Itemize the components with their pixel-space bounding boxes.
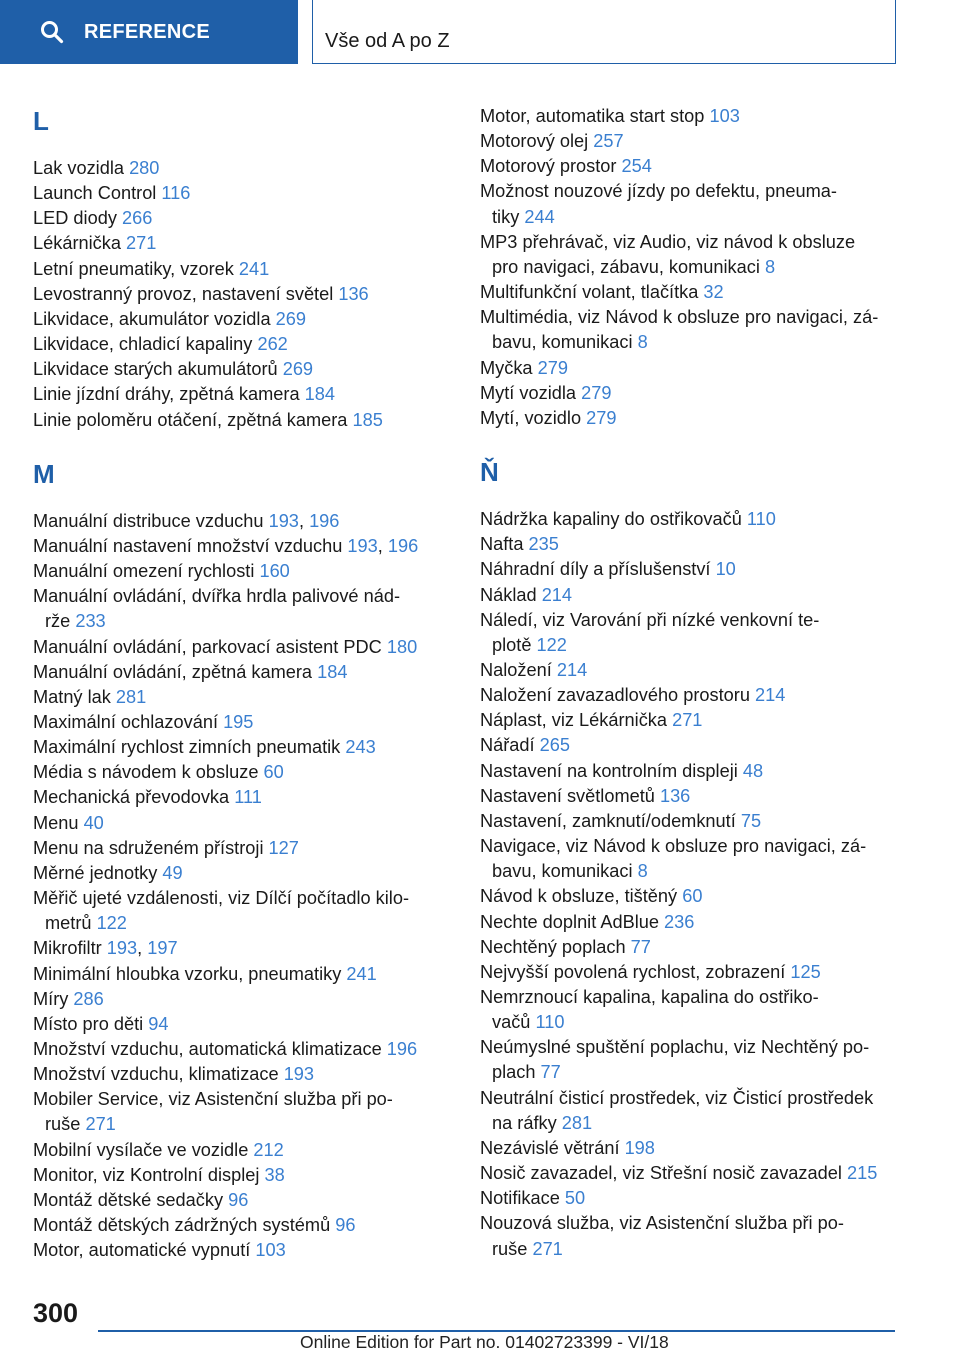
- page-link[interactable]: 8: [637, 332, 648, 353]
- entry-text: Neutrální čisticí prostředek, viz Čisticí prostředek: [480, 1087, 874, 1108]
- entry-text: Měrné jednotky: [33, 862, 158, 883]
- page-link[interactable]: 10: [715, 559, 736, 580]
- index-entry: [480, 935, 910, 960]
- entry-text: Lékárnička: [33, 233, 121, 254]
- page-link[interactable]: 271: [672, 710, 703, 731]
- page-link[interactable]: 8: [764, 256, 776, 277]
- page-link[interactable]: 271: [85, 1114, 116, 1135]
- index-entry: [480, 532, 910, 557]
- entry-text-continued: ruše: [45, 1114, 81, 1135]
- index-entry: [480, 985, 910, 1035]
- page-link[interactable]: 244: [524, 206, 555, 227]
- page-link[interactable]: 269: [275, 308, 306, 329]
- entry-text: Nejvyšší povolená rychlost, zobrazení: [480, 961, 786, 982]
- index-entry: [480, 305, 910, 355]
- entry-text: Motorový olej: [480, 131, 589, 152]
- index-entry: [480, 280, 910, 305]
- entry-text: Maximální ochlazování: [33, 711, 218, 732]
- page-link[interactable]: 196: [386, 1039, 418, 1059]
- index-entry: [33, 836, 463, 861]
- page-link[interactable]: 110: [746, 509, 776, 530]
- page-link[interactable]: 193: [347, 535, 378, 556]
- page-link[interactable]: 122: [96, 913, 127, 934]
- page-link[interactable]: 116: [161, 183, 191, 204]
- page-link[interactable]: 184: [317, 661, 348, 682]
- index-entry: [33, 357, 463, 382]
- entry-text: Likvidace, akumulátor vozidla: [33, 308, 271, 329]
- page-link[interactable]: 271: [532, 1238, 563, 1259]
- page-link[interactable]: 243: [345, 737, 376, 758]
- index-entry: [480, 658, 910, 683]
- entry-text: Nastavení, zamknutí/odemknutí: [480, 810, 736, 831]
- entry-text: Likvidace starých akumulátorů: [33, 359, 278, 380]
- index-entry: [480, 129, 910, 154]
- index-entry: [480, 733, 910, 758]
- entry-text: Multifunkční volant, tlačítka: [480, 282, 699, 303]
- entry-text: Možnost nouzové jízdy po defektu, pneuma-: [480, 181, 837, 202]
- index-entry: [33, 861, 463, 886]
- entry-text: Montáž dětských zádržných systémů: [33, 1215, 331, 1236]
- page-link[interactable]: 254: [621, 156, 652, 177]
- page-link[interactable]: 96: [228, 1189, 249, 1210]
- page-link[interactable]: 233: [75, 611, 106, 632]
- entry-text: Množství vzduchu, klimatizace: [33, 1064, 279, 1085]
- entry-text-continued: rže: [45, 611, 71, 632]
- entry-text: Monitor, viz Kontrolní displej: [33, 1164, 260, 1185]
- index-entry: [480, 834, 910, 884]
- index-entry: [33, 332, 463, 357]
- index-entry: [33, 1163, 463, 1188]
- entry-text: Mobilní vysílače ve vozidle: [33, 1139, 249, 1160]
- entry-text: Náledí, viz Varování při nízké venkovní te-: [480, 609, 820, 630]
- entry-text: Likvidace, chladicí kapaliny: [33, 334, 253, 355]
- page-link[interactable]: 279: [586, 407, 617, 428]
- index-entry: [480, 784, 910, 809]
- index-entry: Manuální nastavení množství vzduchu 193, 196: [33, 535, 419, 556]
- entry-text: Menu na sdruženém přístroji: [33, 837, 264, 858]
- index-entry: [480, 1035, 910, 1085]
- page-link[interactable]: 8: [637, 861, 648, 882]
- entry-text: Nastavení na kontrolním displeji: [480, 760, 738, 781]
- entry-text: Naložení: [480, 659, 552, 680]
- index-entry: [33, 760, 463, 785]
- page-link[interactable]: 235: [528, 534, 559, 555]
- page-link[interactable]: 257: [593, 131, 624, 152]
- page-link[interactable]: 212: [253, 1139, 284, 1160]
- entry-text: Návod k obsluze, tištěný: [480, 886, 678, 907]
- page-link[interactable]: 160: [259, 561, 290, 582]
- index-entry: [480, 884, 910, 909]
- index-entry: [33, 408, 463, 433]
- entry-text: Notifikace: [480, 1188, 560, 1209]
- entry-text: Nastavení světlometů: [480, 785, 655, 806]
- entry-text: Manuální ovládání, zpětná kamera: [33, 661, 313, 682]
- page-link[interactable]: 103: [709, 106, 740, 126]
- page-link[interactable]: 214: [755, 685, 786, 706]
- index-entry: [480, 557, 910, 582]
- index-entry: [480, 1086, 910, 1136]
- index-entry: [480, 1161, 910, 1186]
- page-link[interactable]: 60: [682, 886, 703, 907]
- index-entry: [33, 231, 463, 256]
- entry-text: Nechte doplnit AdBlue: [480, 911, 659, 932]
- entry-text-continued: bavu, komunikaci: [492, 861, 633, 882]
- entry-text: Multimédia, viz Návod k obsluze pro navigaci, zá-: [480, 307, 879, 328]
- index-entry: [33, 735, 463, 760]
- entry-text: Nafta: [480, 534, 524, 555]
- entry-text: Myčka: [480, 357, 533, 378]
- section-gap: [33, 433, 463, 453]
- entry-text: Nouzová služba, viz Asistenční služba při po-: [480, 1213, 844, 1234]
- page-link[interactable]: 96: [335, 1215, 356, 1236]
- page-link[interactable]: 103: [255, 1240, 286, 1261]
- entry-text: Nechtěný poplach: [480, 936, 626, 957]
- page-link[interactable]: 50: [564, 1188, 586, 1209]
- page-link[interactable]: 215: [846, 1163, 878, 1184]
- entry-text: Média s návodem k obsluze: [33, 762, 259, 783]
- page-link[interactable]: 184: [304, 384, 335, 405]
- entry-text: Neúmyslné spuštění poplachu, viz Nechtěný po-: [480, 1037, 870, 1058]
- index-entry: [480, 1211, 910, 1261]
- entry-text: Linie jízdní dráhy, zpětná kamera: [33, 384, 300, 405]
- page-link[interactable]: 241: [238, 258, 270, 279]
- page-link[interactable]: 214: [541, 584, 573, 605]
- page-link[interactable]: 196: [309, 510, 340, 531]
- entry-text: Místo pro děti: [33, 1013, 144, 1034]
- entry-text: Nářadí: [480, 735, 535, 756]
- entry-text: Motor, automatika start stop: [480, 106, 705, 126]
- index-entry: [33, 1188, 463, 1213]
- entry-text: Manuální ovládání, dvířka hrdla palivové nád-: [33, 586, 401, 607]
- index-entry: [480, 356, 910, 381]
- page-link[interactable]: 122: [536, 634, 567, 655]
- page-link[interactable]: 111: [234, 787, 262, 808]
- page-link[interactable]: 193: [106, 938, 138, 959]
- index-entry: [33, 1087, 463, 1137]
- page-link[interactable]: 49: [162, 862, 183, 883]
- index-entry: [480, 583, 910, 608]
- footer-edition: Online Edition for Part no. 01402723399 - VI/18: [300, 1332, 669, 1352]
- entry-text: Manuální ovládání, parkovací asistent PDC: [33, 636, 382, 657]
- index-entry: Mikrofiltr 193, 197: [33, 938, 178, 959]
- index-entry: [33, 1138, 463, 1163]
- index-entry: [480, 179, 910, 229]
- index-entry: [33, 307, 463, 332]
- index-entry: [480, 406, 910, 431]
- page-link[interactable]: 127: [268, 837, 299, 858]
- index-entry: [480, 381, 910, 406]
- index-entry: [33, 886, 463, 936]
- section-letter: Ň: [480, 457, 499, 488]
- section-title: Vše od A po Z: [312, 0, 896, 64]
- entry-text: Mikrofiltr: [33, 938, 102, 959]
- page-number: 300: [33, 1298, 79, 1328]
- page-link[interactable]: 241: [346, 963, 377, 984]
- entry-text: LED diody: [33, 208, 117, 229]
- entry-text: Mechanická převodovka: [33, 787, 230, 808]
- entry-text: Manuální omezení rychlosti: [33, 561, 255, 582]
- entry-text: Montáž dětské sedačky: [33, 1189, 224, 1210]
- page-link[interactable]: 279: [581, 382, 612, 403]
- entry-text-continued: na ráfky: [492, 1112, 557, 1133]
- page-link[interactable]: 77: [630, 936, 651, 957]
- page-link[interactable]: 60: [263, 762, 284, 783]
- entry-text: Nosič zavazadel, viz Střešní nosič zavazadel: [480, 1163, 842, 1184]
- page-link[interactable]: 32: [703, 282, 724, 303]
- entry-text: Mobiler Service, viz Asistenční služba při po-: [33, 1089, 393, 1110]
- page-link[interactable]: 271: [126, 233, 157, 254]
- entry-text-continued: bavu, komunikaci: [492, 332, 633, 353]
- entry-text: Linie poloměru otáčení, zpětná kamera: [33, 409, 348, 430]
- index-entry: [33, 559, 463, 584]
- entry-text: Levostranný provoz, nastavení světel: [33, 283, 334, 304]
- entry-text-continued: pro navigaci, zábavu, komunikaci: [492, 256, 760, 277]
- entry-text: Množství vzduchu, automatická klimatizace: [33, 1039, 382, 1059]
- index-entry: [480, 683, 910, 708]
- entry-text-continued: ruše: [492, 1238, 528, 1259]
- index-entry: [480, 104, 910, 129]
- index-entry: [480, 809, 910, 834]
- entry-text: Nezávislé větrání: [480, 1137, 620, 1158]
- page-link[interactable]: 77: [540, 1062, 561, 1083]
- entry-text: Manuální nastavení množství vzduchu: [33, 535, 343, 556]
- entry-text: Lak vozidla: [33, 158, 124, 178]
- index-entry: [480, 759, 910, 784]
- index-entry: [33, 206, 463, 231]
- index-entry: [480, 708, 910, 733]
- section-gap: [480, 431, 910, 451]
- entry-text: Náplast, viz Lékárnička: [480, 710, 668, 731]
- page-link[interactable]: 265: [539, 735, 571, 756]
- index-entry: [480, 910, 910, 935]
- entry-text: MP3 přehrávač, viz Audio, viz návod k obsluze: [480, 231, 856, 252]
- page-link[interactable]: 198: [624, 1137, 655, 1158]
- page-link[interactable]: 279: [537, 357, 568, 378]
- index-column-right: [480, 104, 910, 1262]
- page-link[interactable]: 266: [121, 208, 153, 229]
- index-entry: [33, 710, 463, 735]
- index-entry: [480, 230, 910, 280]
- index-entry: [33, 382, 463, 407]
- entry-text: Náhradní díly a příslušenství: [480, 559, 711, 580]
- index-entry: [33, 785, 463, 810]
- page-link[interactable]: 136: [659, 785, 691, 806]
- page-link[interactable]: 195: [223, 711, 254, 732]
- page-link[interactable]: 125: [790, 961, 821, 982]
- index-entry: [33, 584, 463, 634]
- reference-label: REFERENCE: [84, 20, 211, 43]
- page-link[interactable]: 40: [83, 812, 104, 833]
- page-link[interactable]: 286: [73, 988, 104, 1009]
- page-link[interactable]: 281: [561, 1112, 593, 1133]
- index-column-left: [33, 100, 463, 1263]
- index-entry: [33, 962, 463, 987]
- page-link[interactable]: 214: [556, 659, 588, 680]
- index-entry: [33, 685, 463, 710]
- page-link[interactable]: 269: [282, 359, 314, 380]
- index-entry: [33, 987, 463, 1012]
- index-entry: [33, 1062, 463, 1087]
- page-link[interactable]: 193: [283, 1064, 315, 1085]
- entry-text: Mytí vozidla: [480, 382, 577, 403]
- page-link[interactable]: 193: [268, 510, 299, 531]
- entry-text: Naložení zavazadlového prostoru: [480, 685, 750, 706]
- index-entry: [480, 960, 910, 985]
- page-link[interactable]: 197: [147, 938, 178, 959]
- entry-text: Náklad: [480, 584, 537, 605]
- index-entry: [33, 156, 463, 181]
- index-entry: [33, 1012, 463, 1037]
- index-entry: [33, 282, 463, 307]
- section-letter: M: [33, 458, 55, 489]
- search-icon: [40, 20, 64, 44]
- entry-text: Menu: [33, 812, 79, 833]
- entry-text-continued: vačů: [492, 1012, 531, 1033]
- page-link[interactable]: 180: [386, 636, 418, 657]
- entry-text-continued: tiky: [492, 206, 520, 227]
- entry-text: Manuální distribuce vzduchu: [33, 510, 264, 531]
- entry-text: Motor, automatické vypnutí: [33, 1240, 251, 1261]
- index-entry: [33, 257, 463, 282]
- entry-text: Měřič ujeté vzdálenosti, viz Dílčí počítadlo kilo-: [33, 888, 410, 909]
- page-link[interactable]: 281: [115, 686, 147, 707]
- page-link[interactable]: 236: [664, 911, 695, 932]
- reference-tab[interactable]: [0, 0, 298, 64]
- index-entry: [480, 507, 910, 532]
- page-link[interactable]: 136: [338, 283, 369, 304]
- entry-text-continued: metrů: [45, 913, 92, 934]
- entry-text: Navigace, viz Návod k obsluze pro navigaci, zá-: [480, 836, 867, 857]
- entry-text: Míry: [33, 988, 69, 1009]
- entry-text: Matný lak: [33, 686, 111, 707]
- entry-text: Nádržka kapaliny do ostřikovačů: [480, 509, 742, 530]
- index-entry: [480, 1136, 910, 1161]
- entry-text: Nemrznoucí kapalina, kapalina do ostřiko-: [480, 987, 819, 1007]
- entry-text: Minimální hloubka vzorku, pneumatiky: [33, 963, 342, 984]
- page-link[interactable]: 75: [740, 810, 762, 831]
- entry-text: Launch Control: [33, 183, 157, 204]
- page-link[interactable]: 280: [129, 158, 160, 178]
- page-link[interactable]: 94: [148, 1013, 169, 1034]
- page-link[interactable]: 262: [257, 334, 288, 355]
- page-link[interactable]: 38: [264, 1164, 285, 1185]
- index-entry: [33, 635, 463, 660]
- page-link[interactable]: 196: [387, 535, 419, 556]
- index-entry: [33, 181, 463, 206]
- index-entry: [480, 608, 910, 658]
- entry-text-continued: plach: [492, 1062, 536, 1083]
- index-entry: [33, 660, 463, 685]
- index-entry: [33, 1238, 463, 1263]
- entry-text-continued: plotě: [492, 634, 532, 655]
- index-entry: [33, 811, 463, 836]
- page-link[interactable]: 185: [352, 409, 383, 430]
- index-entry: [480, 154, 910, 179]
- index-entry: Manuální distribuce vzduchu 193, 196: [33, 510, 340, 531]
- entry-text: Mytí, vozidlo: [480, 407, 582, 428]
- index-entry: [33, 1213, 463, 1238]
- index-entry: [480, 1186, 910, 1211]
- entry-text: Maximální rychlost zimních pneumatik: [33, 737, 341, 758]
- page-link[interactable]: 48: [742, 760, 764, 781]
- page-link[interactable]: 110: [535, 1012, 565, 1033]
- entry-text: Letní pneumatiky, vzorek: [33, 258, 234, 279]
- entry-text: Motorový prostor: [480, 156, 617, 177]
- index-entry: [33, 1037, 463, 1062]
- section-letter: L: [33, 106, 49, 136]
